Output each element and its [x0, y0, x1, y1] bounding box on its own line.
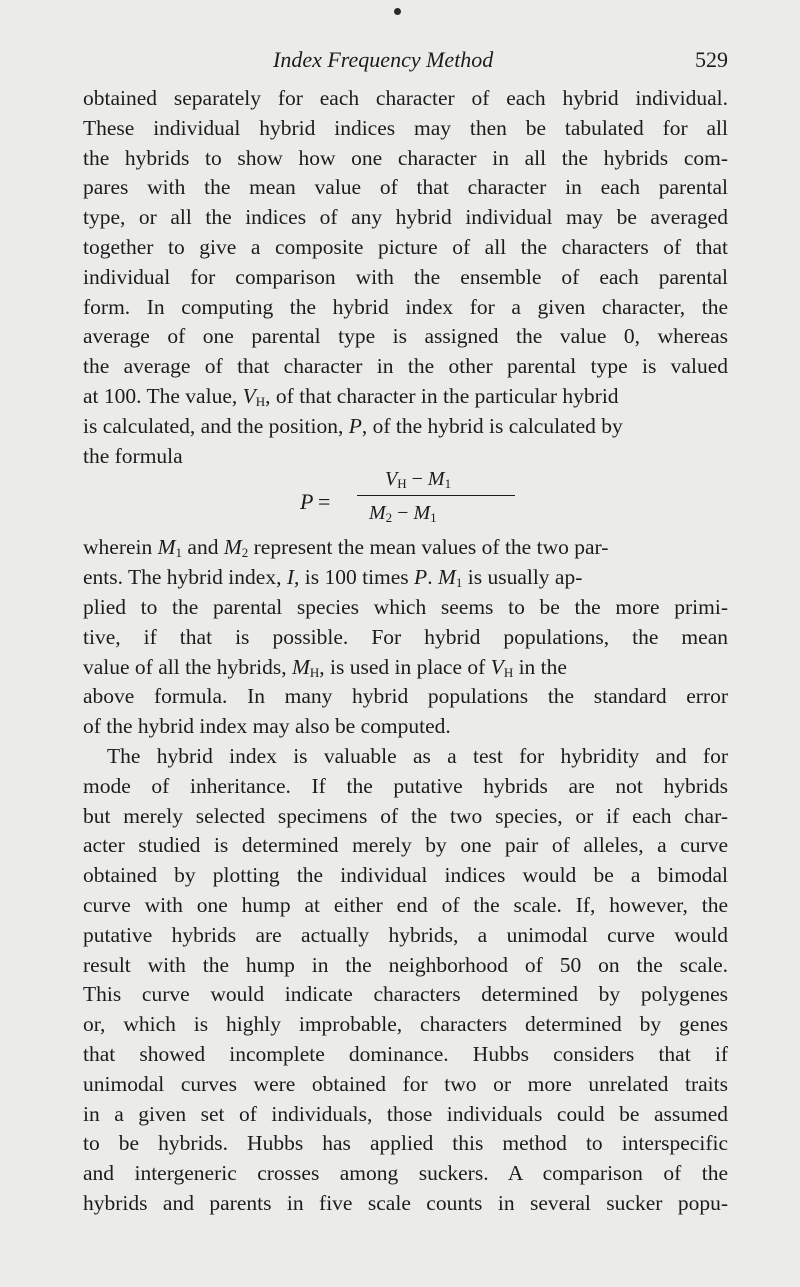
text-line: hybrids and parents in five scale counts in several sucker popu- — [83, 1190, 728, 1215]
text-line: type, or all the indices of any hybrid individual may be averaged — [83, 205, 728, 230]
text-line: result with the hump in the neighborhood of 50 on the scale. — [83, 952, 728, 977]
text-line: together to give a composite picture of all the characters of that — [83, 234, 728, 259]
text-line: This curve would indicate characters determined by polygenes — [83, 982, 728, 1007]
text-line: the average of that character in the other parental type is valued — [83, 354, 728, 379]
text-line: tive, if that is possible. For hybrid populations, the mean — [83, 624, 728, 649]
text-line: curve with one hump at either end of the scale. If, however, the — [83, 892, 728, 917]
text-line-i: ents. The hybrid index, I, is 100 times P. $M_1$ is usually ap- — [83, 565, 583, 591]
text-line: to be hybrids. Hubbs has applied this method to interspecific — [83, 1131, 728, 1156]
text-line: that showed incomplete dominance. Hubbs considers that if — [83, 1041, 728, 1066]
text-line: and intergeneric crosses among suckers. A comparison of the — [83, 1161, 728, 1186]
hybrid-position-formula — [83, 468, 728, 533]
running-header — [83, 47, 728, 81]
text-line: the formula — [83, 443, 183, 468]
text-line-mh: value of all the hybrids, $M_H$, is used in place of $V_H$ in the — [83, 654, 567, 680]
text-line: putative hybrids are actually hybrids, a unimodal curve would — [83, 922, 728, 947]
text-line: acter studied is determined merely by one pair of alleles, a curve — [83, 833, 728, 858]
text-line: obtained separately for each character of each hybrid individual. — [83, 86, 728, 110]
text-line: mode of inheritance. If the putative hybrids are not hybrids — [83, 773, 728, 798]
text-line: in a given set of individuals, those individuals could be assumed — [83, 1101, 728, 1126]
text-line: above formula. In many hybrid populations the standard error — [83, 684, 728, 709]
fraction-bar — [357, 495, 515, 496]
text-line: unimodal curves were obtained for two or more unrelated traits — [83, 1071, 728, 1096]
text-line-vh: at 100. The value, $V_H$, of that character in the particular hybrid — [83, 383, 619, 409]
text-line-m: wherein $M_1$ and $M_2$ represent the mean values of the two par- — [83, 535, 609, 561]
text-line: average of one parental type is assigned the value 0, whereas — [83, 324, 728, 349]
text-line: but merely selected specimens of the two species, or if each char- — [83, 803, 728, 828]
text-line: individual for comparison with the ensemble of each parental — [83, 264, 728, 289]
body-text — [83, 84, 728, 1219]
formula-denominator: $M_2 - M_1$ — [369, 502, 437, 526]
text-line: the hybrids to show how one character in all the hybrids com- — [83, 145, 728, 170]
text-line: plied to the parental species which seems to be the more primi- — [83, 594, 728, 619]
ink-speck — [394, 8, 401, 15]
text-line: obtained by plotting the individual indices would be a bimodal — [83, 863, 728, 888]
text-line: The hybrid index is valuable as a test for hybridity and for — [107, 743, 728, 768]
page-number: 529 — [695, 47, 728, 72]
formula-numerator: $V_H - M_1$ — [385, 468, 452, 492]
text-line: of the hybrid index may also be computed. — [83, 714, 451, 739]
text-line: or, which is highly improbable, characters determined by genes — [83, 1012, 728, 1037]
text-line-p: is calculated, and the position, P, of the hybrid is calculated by — [83, 413, 623, 438]
formula-equals: = — [318, 489, 331, 515]
text-line: form. In computing the hybrid index for a given character, the — [83, 294, 728, 319]
running-title: Index Frequency Method — [273, 47, 494, 72]
text-line: pares with the mean value of that character in each parental — [83, 175, 728, 200]
formula-lhs: P — [300, 489, 314, 515]
text-line: These individual hybrid indices may then be tabulated for all — [83, 115, 728, 140]
